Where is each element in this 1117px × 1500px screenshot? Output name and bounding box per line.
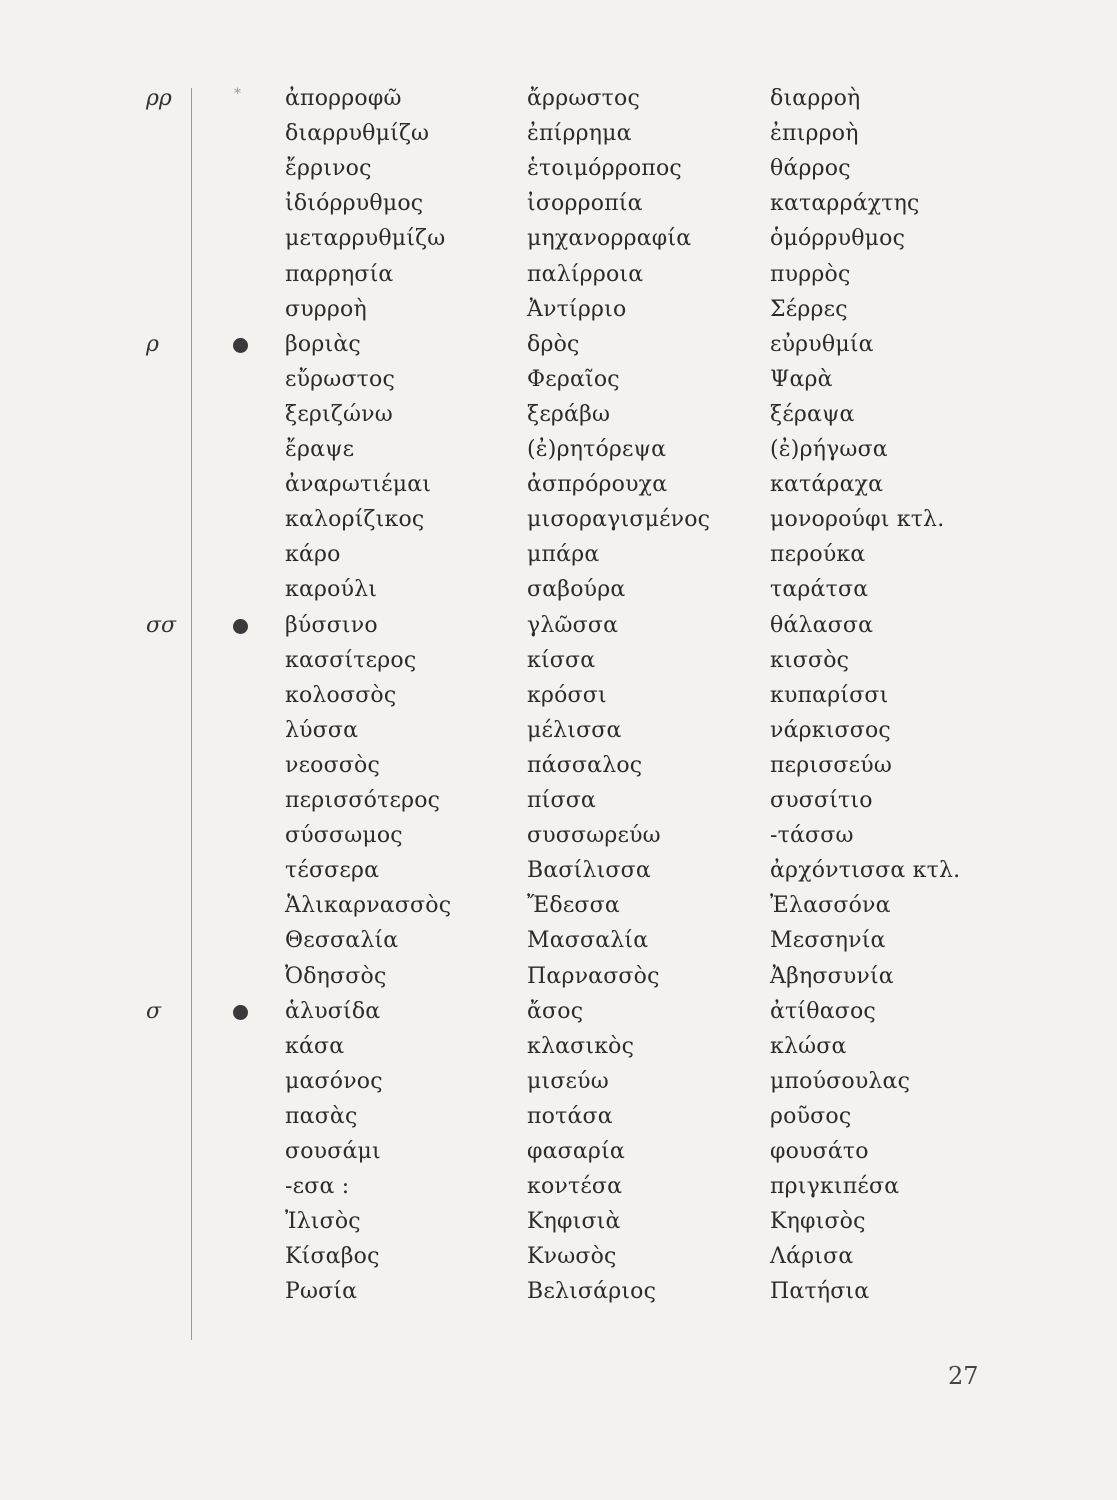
word-cell: κίσσα <box>527 647 596 673</box>
word-row <box>0 609 1117 643</box>
word-cell: κλώσα <box>770 1033 847 1059</box>
word-cell: κρόσσι <box>527 682 607 708</box>
word-cell: φασαρία <box>527 1139 625 1164</box>
word-row <box>0 363 1117 397</box>
word-cell: ποτάσα <box>527 1103 613 1129</box>
word-row <box>0 538 1117 572</box>
word-cell: καρούλι <box>285 577 378 603</box>
word-cell: μισοραγισμένος <box>527 507 711 533</box>
word-cell: κολοσσὸς <box>285 682 397 708</box>
word-cell: Ἐλασσόνα <box>770 893 891 919</box>
word-cell: καλορίζικος <box>285 507 425 533</box>
word-cell: πριγκιπέσα <box>770 1174 900 1200</box>
word-cell: συρροὴ <box>285 296 367 322</box>
word-cell: μέλισσα <box>527 717 622 743</box>
word-row <box>0 222 1117 256</box>
word-cell: βοριὰς <box>285 331 361 357</box>
word-cell: Κίσαβος <box>285 1244 380 1270</box>
word-cell: θάρρος <box>770 156 851 182</box>
word-cell: Κνωσὸς <box>527 1244 617 1270</box>
word-row <box>0 503 1117 537</box>
word-cell: κοντέσα <box>527 1174 623 1200</box>
word-cell: φουσάτο <box>770 1139 869 1164</box>
word-cell: Φεραῖος <box>527 366 620 392</box>
word-cell: διαρροὴ <box>770 86 861 111</box>
word-cell: μισεύω <box>527 1068 609 1094</box>
word-cell: παρρησία <box>285 261 394 287</box>
word-row <box>0 187 1117 221</box>
word-cell: συσσωρεύω <box>527 823 661 849</box>
word-cell: ἄρρωστος <box>527 86 641 111</box>
word-cell: Λάρισα <box>770 1244 854 1270</box>
word-cell: πασὰς <box>285 1103 358 1129</box>
word-row <box>0 960 1117 994</box>
word-cell: (ἐ)ρήγωσα <box>770 437 888 462</box>
section-label: σσ <box>146 612 177 638</box>
word-cell: σαβούρα <box>527 577 626 603</box>
word-cell: ἄσος <box>527 998 584 1024</box>
word-row <box>0 152 1117 186</box>
word-cell: Ψαρὰ <box>770 366 833 392</box>
word-row <box>0 924 1117 958</box>
word-cell: ἐπιρροὴ <box>770 121 859 147</box>
word-cell: ἑτοιμόρροπος <box>527 156 682 182</box>
word-cell: σουσάμι <box>285 1139 381 1164</box>
section-label: σ <box>146 998 162 1024</box>
word-cell: ἀναρωτιέμαι <box>285 472 432 498</box>
word-row <box>0 784 1117 818</box>
word-row <box>0 1205 1117 1239</box>
word-cell: μπούσουλας <box>770 1068 911 1094</box>
word-row <box>0 1240 1117 1274</box>
word-cell: ἔρρινος <box>285 156 372 182</box>
word-cell: ἀρχόντισσα κτλ. <box>770 858 961 884</box>
word-cell: μηχανορραφία <box>527 226 692 252</box>
word-cell: ἐπίρρημα <box>527 121 632 147</box>
word-cell: κισσὸς <box>770 647 850 673</box>
word-cell: ξεριζώνω <box>285 401 393 427</box>
word-row <box>0 995 1117 1029</box>
section-label: ρρ <box>146 86 172 111</box>
word-cell: Πατήσια <box>770 1279 870 1305</box>
word-row <box>0 433 1117 467</box>
word-cell: παλίρροια <box>527 261 644 287</box>
word-cell: εὐρυθμία <box>770 331 874 357</box>
word-row <box>0 819 1117 853</box>
word-row <box>0 714 1117 748</box>
word-cell: ταράτσα <box>770 577 869 603</box>
word-cell: ξέραψα <box>770 401 855 427</box>
word-row <box>0 749 1117 783</box>
word-cell: περισσότερος <box>285 788 441 813</box>
word-cell: Μασσαλία <box>527 928 649 954</box>
word-cell: Ἀντίρριο <box>527 296 627 322</box>
word-cell: ἀσπρόρουχα <box>527 472 668 498</box>
word-cell: σύσσωμος <box>285 823 403 849</box>
word-cell: τέσσερα <box>285 858 380 884</box>
word-cell: νεοσσὸς <box>285 752 381 778</box>
word-row <box>0 1100 1117 1134</box>
word-cell: Βασίλισσα <box>527 858 651 884</box>
word-row <box>0 644 1117 678</box>
word-cell: Ὀδησσὸς <box>285 963 387 989</box>
word-cell: Κηφισὸς <box>770 1209 866 1235</box>
word-cell: πάσσαλος <box>527 752 643 778</box>
word-cell: λύσσα <box>285 717 359 743</box>
word-cell: ἁλυσίδα <box>285 998 381 1024</box>
word-cell: ὁμόρρυθμος <box>770 226 906 252</box>
word-row <box>0 258 1117 292</box>
word-cell: μασόνος <box>285 1068 383 1094</box>
word-cell: Ἔδεσσα <box>527 893 620 919</box>
word-cell: -τάσσω <box>770 823 854 849</box>
word-cell: Ρωσία <box>285 1279 358 1305</box>
word-row <box>0 1030 1117 1064</box>
word-row <box>0 1275 1117 1309</box>
word-cell: Κηφισιὰ <box>527 1209 621 1235</box>
word-cell: περισσεύω <box>770 752 892 778</box>
word-cell: κασσίτερος <box>285 647 417 673</box>
word-row <box>0 573 1117 607</box>
word-cell: πυρρὸς <box>770 261 851 287</box>
word-cell: μεταρρυθμίζω <box>285 226 446 252</box>
word-row <box>0 679 1117 713</box>
word-cell: κάρο <box>285 542 341 568</box>
word-cell: ἀτίθασος <box>770 998 876 1024</box>
word-cell: Θεσσαλία <box>285 928 399 954</box>
word-cell: θάλασσα <box>770 612 874 638</box>
word-cell: (ἐ)ρητόρεψα <box>527 437 667 462</box>
word-cell: γλῶσσα <box>527 612 619 638</box>
word-cell: κυπαρίσσι <box>770 682 889 708</box>
word-cell: δρὸς <box>527 331 580 357</box>
word-cell: διαρρυθμίζω <box>285 121 430 147</box>
word-cell: ἔραψε <box>285 437 355 462</box>
word-cell: μονορούφι κτλ. <box>770 507 945 533</box>
word-row <box>0 293 1117 327</box>
word-cell: Ἁλικαρνασσὸς <box>285 893 452 919</box>
word-cell: Παρνασσὸς <box>527 963 660 989</box>
word-cell: κλασικὸς <box>527 1033 635 1059</box>
word-row <box>0 398 1117 432</box>
word-cell: Ἀβησσυνία <box>770 963 894 989</box>
word-row <box>0 1065 1117 1099</box>
word-cell: νάρκισσος <box>770 717 891 743</box>
word-cell: εὔρωστος <box>285 366 395 392</box>
word-cell: ἰσορροπία <box>527 191 643 217</box>
word-row <box>0 82 1117 116</box>
word-cell: μπάρα <box>527 542 600 568</box>
word-cell: ἀπορροφῶ <box>285 86 402 111</box>
word-cell: καταρράχτης <box>770 191 920 217</box>
word-cell: κάσα <box>285 1033 345 1059</box>
word-cell: Σέρρες <box>770 296 848 322</box>
word-cell: περούκα <box>770 542 866 568</box>
word-cell: κατάραχα <box>770 472 884 498</box>
word-row <box>0 117 1117 151</box>
word-row <box>0 468 1117 502</box>
word-row <box>0 889 1117 923</box>
section-label: ρ <box>146 331 159 357</box>
word-cell: -εσα : <box>285 1174 350 1200</box>
word-cell: Μεσσηνία <box>770 928 886 954</box>
word-cell: συσσίτιο <box>770 788 873 813</box>
word-row <box>0 1170 1117 1204</box>
page-number: 27 <box>948 1362 979 1390</box>
word-cell: Βελισάριος <box>527 1279 657 1305</box>
word-row <box>0 854 1117 888</box>
word-cell: ροῦσος <box>770 1103 852 1129</box>
asterisk-mark: * <box>234 86 241 102</box>
word-cell: βύσσινο <box>285 612 378 638</box>
word-row <box>0 328 1117 362</box>
word-cell: ἰδιόρρυθμος <box>285 191 424 217</box>
word-cell: Ἰλισὸς <box>285 1209 361 1235</box>
word-cell: πίσσα <box>527 788 596 813</box>
word-cell: ξεράβω <box>527 401 611 427</box>
word-row <box>0 1135 1117 1169</box>
